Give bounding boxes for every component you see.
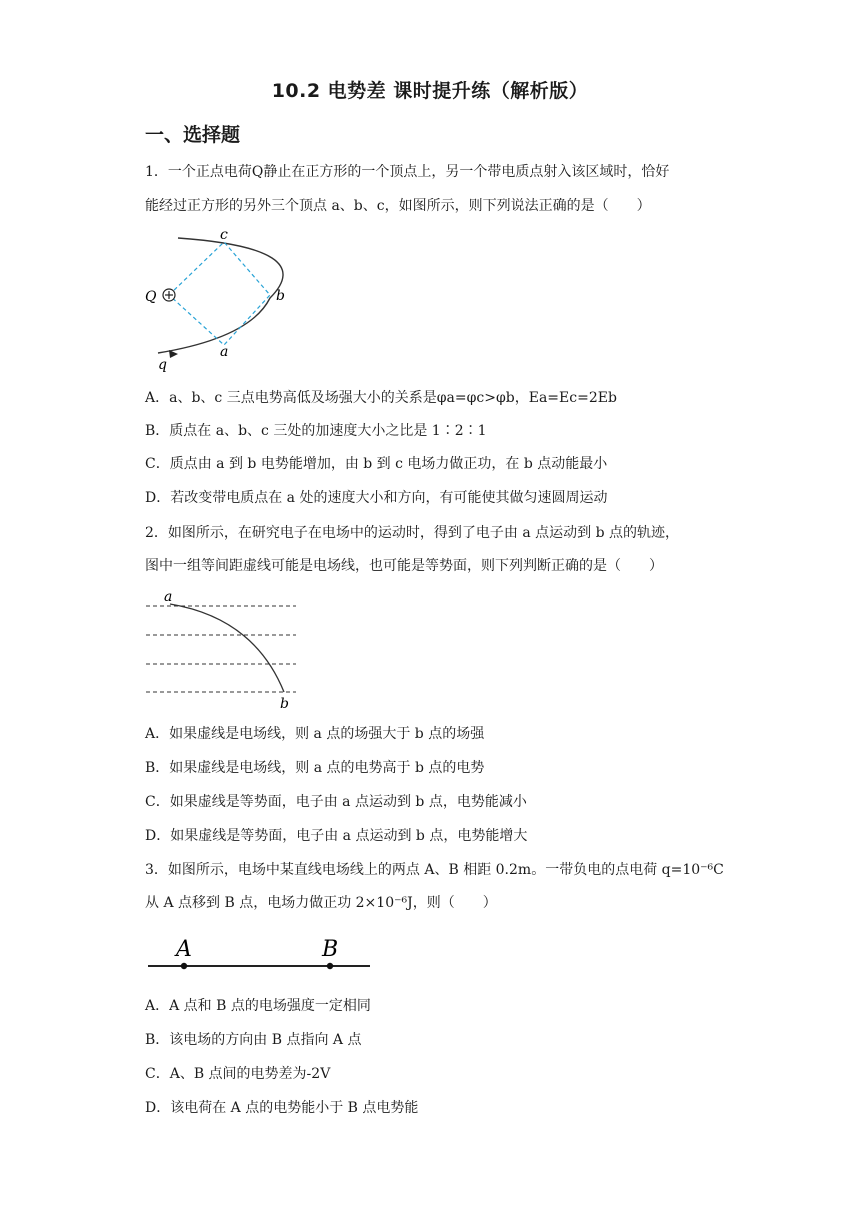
q1-figure xyxy=(140,227,300,373)
q1-stem-line2: 能经过正方形的另外三个顶点 a、b、c，如图所示，则下列说法正确的是（ ） xyxy=(145,198,651,214)
q3-figure xyxy=(146,932,374,976)
q1-option-a: A．a、b、c 三点电势高低及场强大小的关系是φa=φc>φb，Ea=Ec=2Eb xyxy=(145,390,617,406)
label-b: b xyxy=(276,288,285,304)
q3-stem-line1: 3．如图所示，电场中某直线电场线上的两点 A、B 相距 0.2m。一带负电的点电荷 q=10⁻⁶C xyxy=(145,862,724,878)
q1-option-d: D．若改变带电质点在 a 处的速度大小和方向，有可能使其做匀速圆周运动 xyxy=(145,490,608,506)
label-A: A xyxy=(176,937,192,962)
arrow-head xyxy=(169,350,178,358)
electron-trajectory xyxy=(170,604,284,692)
q3-option-a: A．A 点和 B 点的电场强度一定相同 xyxy=(145,998,371,1014)
label-Q: Q xyxy=(145,289,157,305)
point-B xyxy=(327,963,333,969)
label-B: B xyxy=(322,937,339,962)
q2-option-c: C．如果虚线是等势面，电子由 a 点运动到 b 点，电势能减小 xyxy=(145,794,527,810)
label-a: a xyxy=(220,344,229,360)
q3-option-c: C．A、B 点间的电势差为-2V xyxy=(145,1066,331,1082)
q3-stem-line2: 从 A 点移到 B 点，电场力做正功 2×10⁻⁶J，则（ ） xyxy=(145,895,497,911)
section-heading: 一、选择题 xyxy=(145,124,241,146)
label-q: q xyxy=(158,357,167,373)
q2-option-d: D．如果虚线是等势面，电子由 a 点运动到 b 点，电势能增大 xyxy=(145,828,528,844)
label-a: a xyxy=(164,589,173,605)
q1-option-b: B．质点在 a、b、c 三处的加速度大小之比是 1∶2∶1 xyxy=(145,423,487,439)
q2-figure xyxy=(144,588,304,712)
q3-option-d: D．该电荷在 A 点的电势能小于 B 点电势能 xyxy=(145,1100,419,1116)
label-c: c xyxy=(220,227,228,243)
q2-stem-line2: 图中一组等间距虚线可能是电场线，也可能是等势面，则下列判断正确的是（ ） xyxy=(145,558,663,574)
q1-option-c: C．质点由 a 到 b 电势能增加，由 b 到 c 电场力做正功，在 b 点动能最小 xyxy=(145,456,608,472)
point-A xyxy=(181,963,187,969)
q2-stem-line1: 2．如图所示，在研究电子在电场中的运动时，得到了电子由 a 点运动到 b 点的轨迹， xyxy=(145,525,680,541)
label-b: b xyxy=(280,696,289,712)
q3-option-b: B．该电场的方向由 B 点指向 A 点 xyxy=(145,1032,362,1048)
q2-option-b: B．如果虚线是电场线，则 a 点的电势高于 b 点的电势 xyxy=(145,760,485,776)
page-title: 10.2 电势差 课时提升练（解析版） xyxy=(271,80,589,102)
q1-stem-line1: 1．一个正点电荷Q静止在正方形的一个顶点上，另一个带电质点射入该区域时，恰好 xyxy=(145,164,670,180)
q2-option-a: A．如果虚线是电场线，则 a 点的场强大于 b 点的场强 xyxy=(145,726,485,742)
dashed-square xyxy=(169,242,270,345)
trajectory-curve xyxy=(158,238,283,353)
